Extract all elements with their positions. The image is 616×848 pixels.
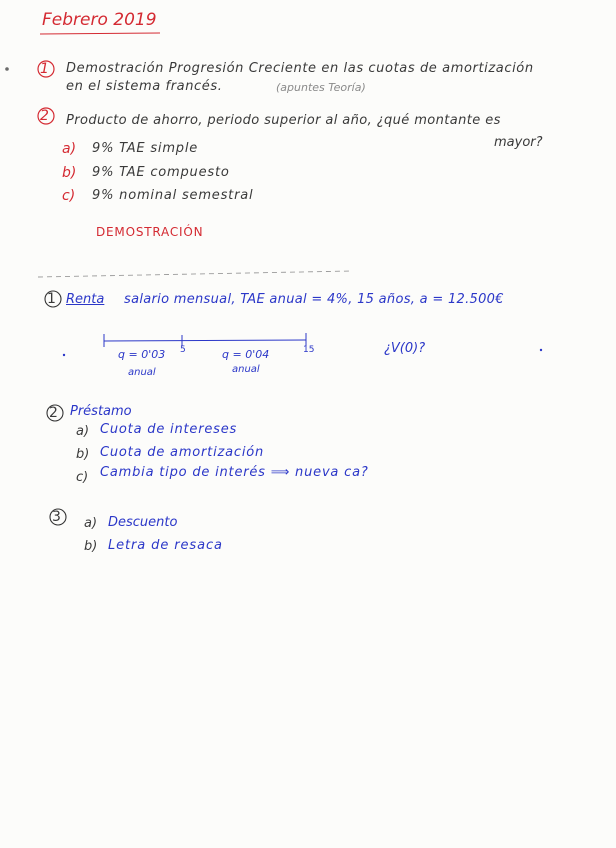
circle-q3 (50, 509, 66, 525)
q2-label-b: b) (76, 447, 90, 462)
q3-text-b: Letra de resaca (108, 538, 223, 553)
item-number-2: 2 (40, 108, 49, 124)
option-label-c: c) (62, 188, 76, 204)
item-2-line1: Producto de ahorro, periodo superior al año, ¿qué montante es (66, 113, 501, 128)
option-text-c: 9% nominal semestral (92, 188, 254, 203)
q2-text-c: Cambia tipo de interés ⟹ nueva ca? (100, 465, 369, 480)
q2-label-c: c) (76, 470, 89, 485)
q1-label: Renta (66, 292, 105, 307)
option-label-a: a) (62, 141, 77, 157)
q1-number: 1 (47, 291, 56, 307)
q3-label-b: b) (84, 539, 98, 554)
item-1-line2: en el sistema francés. (66, 79, 223, 94)
dot-right (540, 349, 542, 351)
timeline-rate-2-sub: anual (232, 364, 260, 375)
q2-label-a: a) (76, 424, 90, 439)
q2-number: 2 (49, 405, 58, 421)
item-number-1: 1 (40, 61, 49, 77)
item-1-line1: Demostración Progresión Creciente en las cuotas de amortización (66, 61, 534, 76)
demo-title: DEMOSTRACIÓN (96, 225, 204, 239)
item-2-line2: mayor? (494, 135, 543, 150)
timeline-line (104, 340, 306, 341)
option-text-a: 9% TAE simple (92, 141, 199, 156)
timeline-tick-15: 15 (303, 345, 315, 355)
page-date: Febrero 2019 (42, 10, 157, 30)
dot-left (63, 354, 65, 356)
circle-q2 (47, 405, 63, 421)
q3-text-a: Descuento (108, 515, 178, 530)
item-1-note: (apuntes Teoría) (276, 81, 366, 94)
q2-text-b: Cuota de amortización (100, 445, 265, 460)
q2-title: Préstamo (70, 404, 132, 419)
circle-q1 (45, 291, 61, 307)
margin-mark (5, 67, 9, 71)
q3-label-a: a) (84, 516, 98, 531)
section-separator (38, 271, 352, 277)
timeline-tick-5: 5 (180, 345, 186, 355)
q2-text-a: Cuota de intereses (100, 422, 238, 437)
date-underline (40, 33, 160, 34)
option-text-b: 9% TAE compuesto (92, 165, 230, 180)
timeline-rate-2: q = 0'04 (222, 348, 270, 361)
option-label-b: b) (62, 165, 77, 181)
q3-number: 3 (52, 509, 61, 525)
timeline-question: ¿V(0)? (384, 341, 426, 356)
circle-item-1 (38, 61, 54, 77)
timeline-rate-1-sub: anual (128, 367, 156, 378)
circle-item-2 (38, 108, 54, 124)
q1-description: salario mensual, TAE anual = 4%, 15 años, a = 12.500€ (124, 292, 504, 307)
timeline-rate-1: q = 0'03 (118, 348, 166, 361)
